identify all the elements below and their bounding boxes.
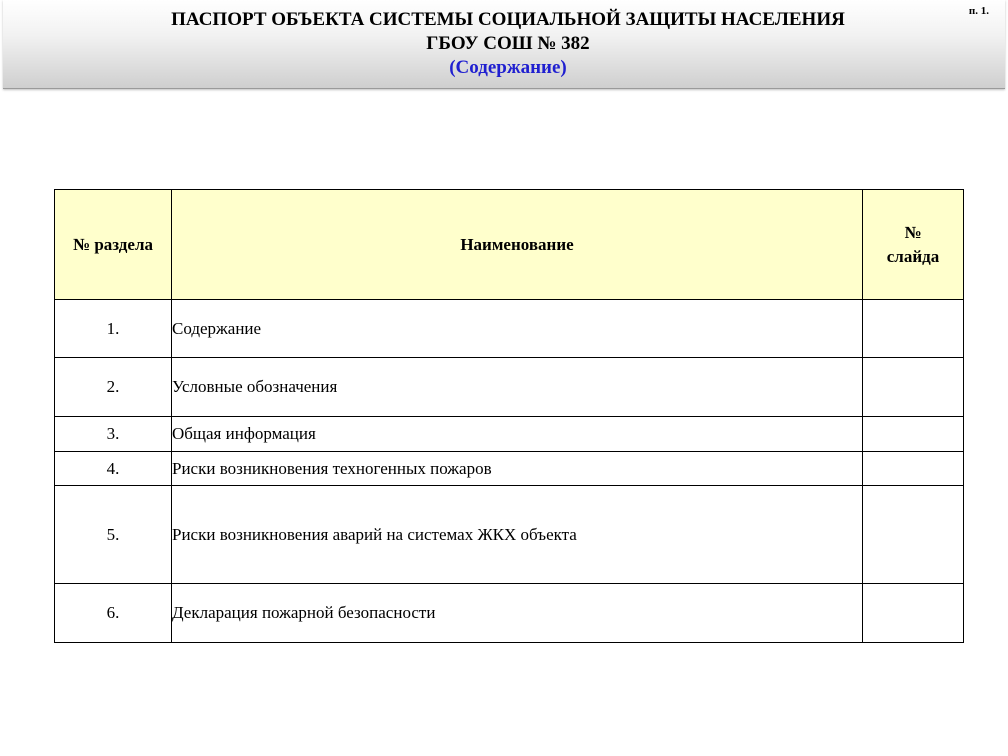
row-number: 1. [55,300,172,358]
table-row [55,358,964,417]
page-number: п. 1. [968,5,989,17]
row-slide [863,417,964,452]
table-header-row [55,190,964,300]
row-name: Условные обозначения [172,358,863,417]
table-row [55,300,964,358]
row-slide [863,358,964,417]
table-row [55,584,964,643]
header-slide-number [863,190,964,300]
page-title [0,8,1008,80]
row-slide [863,300,964,358]
row-number: 3. [55,417,172,452]
header-name: Наименование [172,190,863,300]
row-name: Содержание [172,300,863,358]
row-name: Риски возникновения аварий на системах ЖКХ объекта [172,486,863,584]
table-row [55,452,964,486]
table-row [55,486,964,584]
row-name: Риски возникновения техногенных пожаров [172,452,863,486]
row-number: 6. [55,584,172,643]
row-slide [863,584,964,643]
row-slide [863,452,964,486]
header-slide-line-2: слайда [886,246,940,266]
title-line-1: ПАСПОРТ ОБЪЕКТА СИСТЕМЫ СОЦИАЛЬНОЙ ЗАЩИТЫ НАСЕЛЕНИЯ [171,9,845,30]
row-number: 5. [55,486,172,584]
title-line-3: (Содержание) [449,57,567,78]
row-slide [863,486,964,584]
row-number: 4. [55,452,172,486]
row-name: Декларация пожарной безопасности [172,584,863,643]
row-name: Общая информация [172,417,863,452]
row-number: 2. [55,358,172,417]
contents-table [54,189,964,643]
table-row [55,417,964,452]
title-line-2: ГБОУ СОШ № 382 [426,33,590,54]
header-slide-line-1: № [904,222,922,242]
header-section-number: № раздела [55,190,172,300]
